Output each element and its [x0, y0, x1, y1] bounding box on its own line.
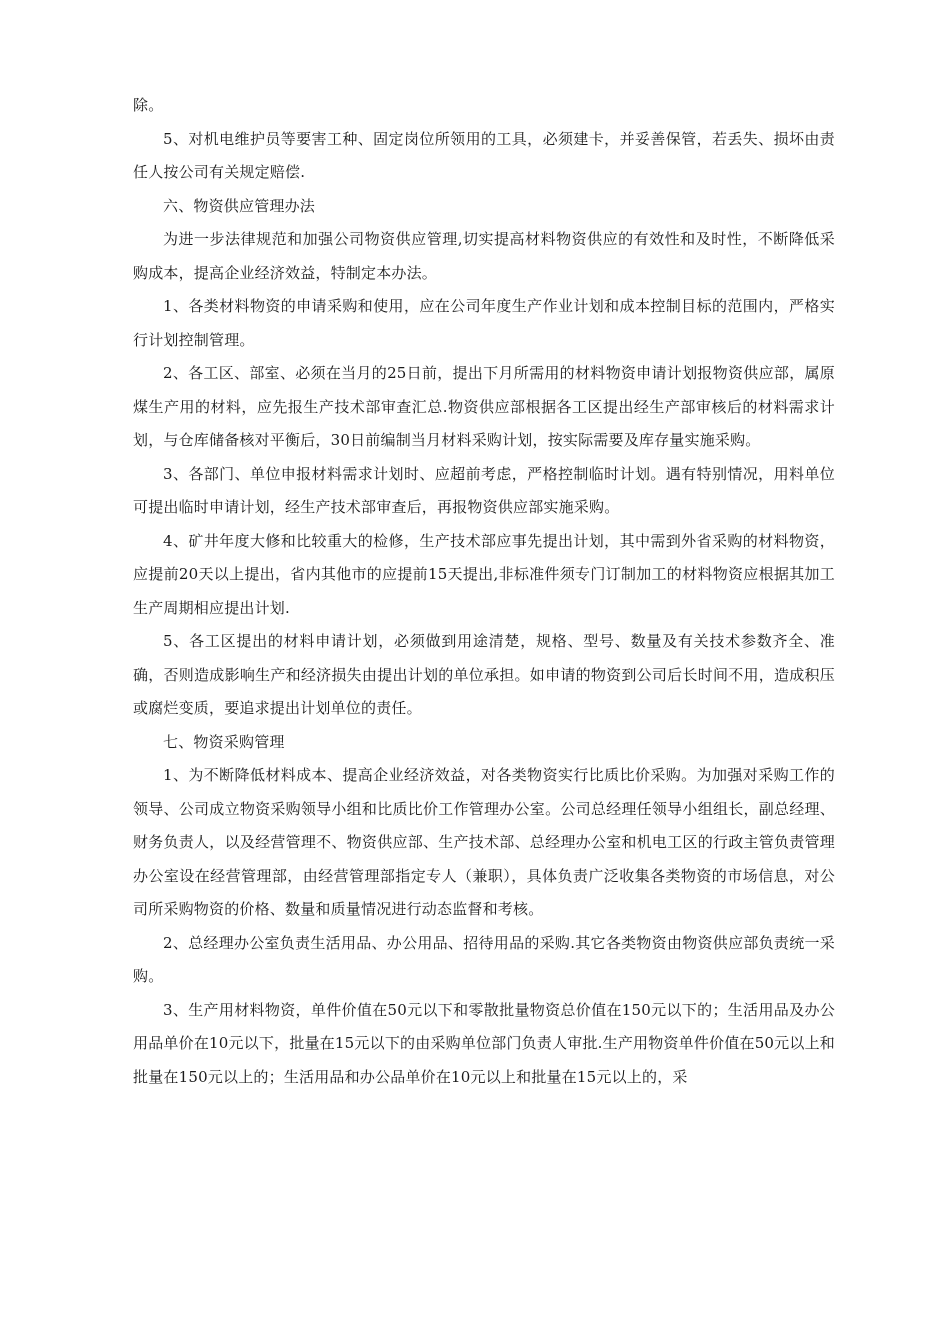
paragraph-item-4: 4、矿井年度大修和比较重大的检修，生产技术部应事先提出计划，其中需到外省采购的材料物资，应提前20天以上提出，省内其他市的应提前15天提出,非标准件须专门订制加工的材料物资应根据其加工生产周期相应提出计划.	[133, 531, 835, 617]
paragraph-item-5: 5、各工区提出的材料申请计划，必须做到用途清楚，规格、型号、数量及有关技术参数齐全、准确，否则造成影响生产和经济损失由提出计划的单位承担。如申请的物资到公司后长时间不用，造成积压或腐烂变质，要追求提出计划单位的责任。	[133, 632, 835, 717]
paragraph-procurement-1: 1、为不断降低材料成本、提高企业经济效益，对各类物资实行比质比价采购。为加强对采购工作的领导、公司成立物资采购领导小组和比质比价工作管理办公室。公司总经理任领导小组组长，副总经理、财务负责人，以及经营管理不、物资供应部、生产技术部、总经理办公室和机电工区的行政主管负责管理办公室设在经营管理部，由经营管理部指定专人（兼职），具体负责广泛收集各类物资的市场信息，对公司所采购物资的价格、数量和质量情况进行动态监督和考核。	[133, 766, 835, 918]
paragraph-procurement-2: 2、总经理办公室负责生活用品、办公用品、招待用品的采购.其它各类物资由物资供应部负责统一采购。	[133, 933, 835, 985]
paragraph-item-2: 2、各工区、部室、必须在当月的25日前，提出下月所需用的材料物资申请计划报物资供应部，属原煤生产用的材料，应先报生产技术部审查汇总.物资供应部根据各工区提出经生产部审核后的材料需求计划，与仓库储备核对平衡后，30日前编制当月材料采购计划，按实际需要及库存量实施采购。	[133, 364, 835, 449]
paragraph-procurement-3: 3、生产用材料物资，单件价值在50元以下和零散批量物资总价值在150元以下的；生活用品及办公用品单价在10元以下，批量在15元以下的由采购单位部门负责人审批.生产用物资单件价值在50元以上和批量在150元以上的；生活用品和办公品单价在10元以上和批量在15元以上的，采	[133, 1000, 835, 1086]
document-body	[133, 89, 835, 1094]
paragraph-item-tools: 5、对机电维护员等要害工种、固定岗位所领用的工具，必须建卡，并妥善保管，若丢失、损坏由责任人按公司有关规定赔偿.	[133, 129, 835, 181]
section-heading-procurement: 七、物资采购管理	[163, 732, 285, 751]
section-heading-supply: 六、物资供应管理办法	[163, 196, 316, 215]
paragraph-item-1: 1、各类材料物资的申请采购和使用，应在公司年度生产作业计划和成本控制目标的范围内，严格实行计划控制管理。	[133, 297, 835, 349]
paragraph-item-3: 3、各部门、单位申报材料需求计划时、应超前考虑，严格控制临时计划。遇有特别情况，用料单位可提出临时申请计划，经生产技术部审查后，再报物资供应部实施采购。	[133, 464, 835, 516]
paragraph-intro: 为进一步法律规范和加强公司物资供应管理,切实提高材料物资供应的有效性和及时性，不断降低采购成本，提高企业经济效益，特制定本办法。	[133, 230, 835, 282]
paragraph-continuation: 除。	[133, 96, 164, 114]
